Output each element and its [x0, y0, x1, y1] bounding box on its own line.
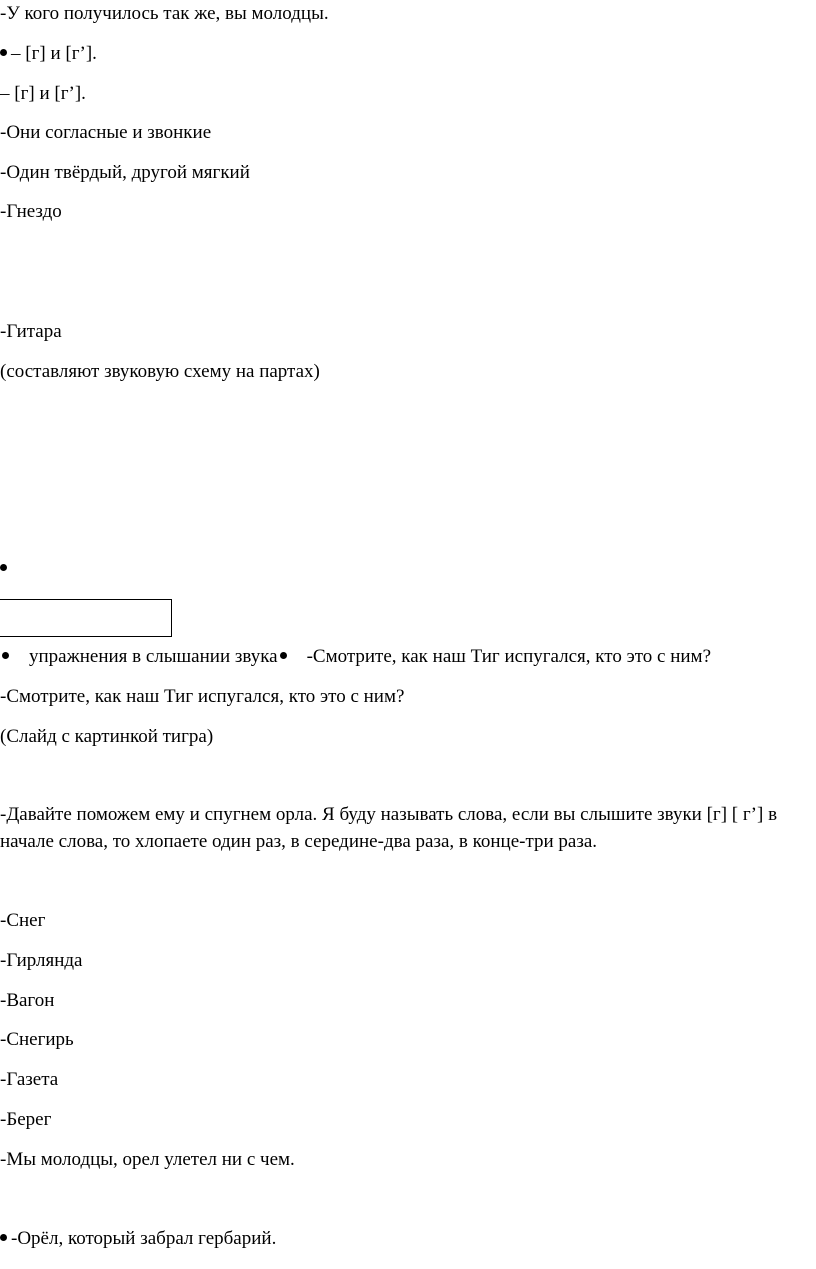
text-line: -Вагон — [0, 990, 55, 1011]
text-line: -Гирлянда — [0, 950, 83, 971]
bullet-line — [0, 557, 11, 581]
text-line: – [г] и [г’]. — [0, 83, 86, 104]
text-line: – [г] и [г’]. — [0, 42, 97, 66]
text-line: -Снегирь — [0, 1029, 74, 1050]
bullet-icon — [2, 652, 9, 659]
text-line: -У кого получилось так же, вы молодцы. — [0, 3, 329, 24]
bullet-icon — [0, 1234, 7, 1241]
text-line: -Смотрите, как наш Тиг испугался, кто это с ним? — [0, 686, 405, 707]
bullet-icon — [0, 564, 7, 571]
text-line: -Газета — [0, 1069, 59, 1090]
bullet-icon — [280, 652, 287, 659]
bullet-icon — [0, 49, 7, 56]
text-line: -Один твёрдый, другой мягкий — [0, 162, 250, 183]
empty-box — [0, 599, 172, 637]
paragraph: -Давайте поможем ему и спугнем орла. Я буду называть слова, если вы слышите звуки [г] [ г’] в начале слова, то хлопаете один раз, в середине-два раза, в конце-три раза. — [0, 804, 778, 852]
text-line: (Слайд с картинкой тигра) — [0, 726, 214, 747]
text-line: -Они согласные и звонкие — [0, 122, 212, 143]
text-line: -Гитара — [0, 321, 62, 342]
text-line: -Берег — [0, 1109, 52, 1130]
text-line: (составляют звуковую схему на партах) — [0, 361, 320, 382]
text-line: -Орёл, который забрал гербарий. — [0, 1227, 276, 1251]
text-line: -Мы молодцы, орел улетел ни с чем. — [0, 1149, 295, 1170]
text-line: -Гнездо — [0, 201, 62, 222]
text-line: -Снег — [0, 910, 46, 931]
list-item: упражнения в слышании звука -Смотрите, как наш Тиг испугался, кто это с ним? — [0, 645, 711, 669]
